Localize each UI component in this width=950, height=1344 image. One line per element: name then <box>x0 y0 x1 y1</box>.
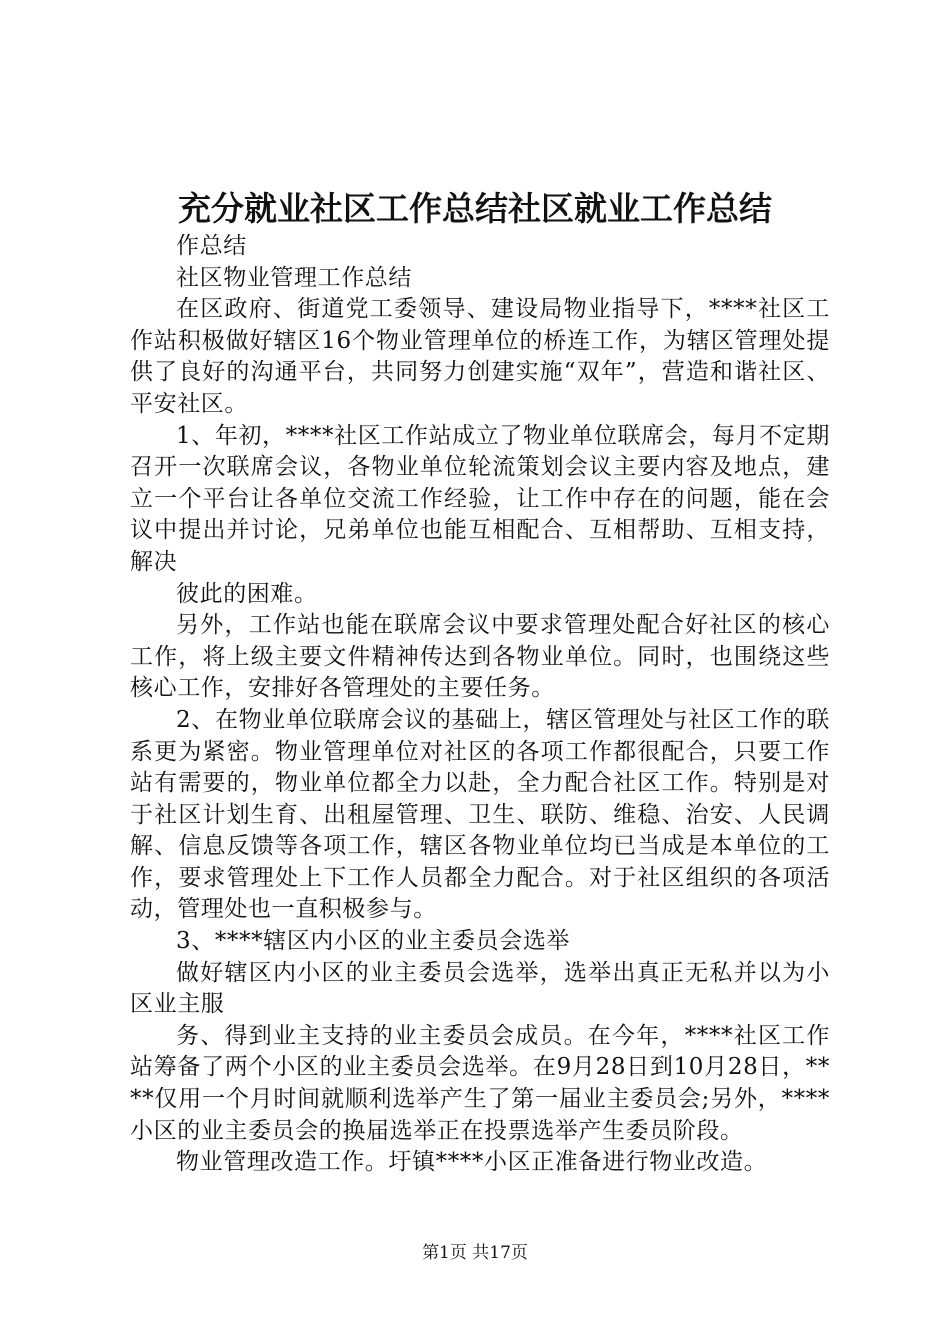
paragraph: 在区政府、街道党工委领导、建设局物业指导下，****社区工作站积极做好辖区16个物业管理单位的桥连工作，为辖区管理处提供了良好的沟通平台，共同努力创建实施“双年”，营造和谐社区、平安社区。 <box>130 296 830 417</box>
paragraph: 另外，工作站也能在联席会议中要求管理处配合好社区的核心工作，将上级主要文件精神传达到各物业单位。同时，也围绕这些核心工作，安排好各管理处的主要任务。 <box>130 612 830 702</box>
paragraph: 1、年初，****社区工作站成立了物业单位联席会，每月不定期召开一次联席会议，各物业单位轮流策划会议主要内容及地点，建立一个平台让各单位交流工作经验，让工作中存在的问题，能在会议中提出并讨论，兄弟单位也能互相配合、互相帮助、互相支持，解决 <box>130 422 830 575</box>
paragraph: 社区物业管理工作总结 <box>176 264 412 291</box>
paragraph: 做好辖区内小区的业主委员会选举，选举出真正无私并以为小区业主服 <box>130 959 830 1018</box>
paragraph: 作总结 <box>176 233 247 259</box>
paragraph: 务、得到业主支持的业主委员会成员。在今年，****社区工作站筹备了两个小区的业主委员会选举。在9月28日到10月28日，****仅用一个月时间就顺利选举产生了第一届业主委员会;另外，****小区的业主委员会的换届选举正在投票选举产生委员阶段。 <box>130 1022 830 1144</box>
paragraph: 物业管理改造工作。圩镇****小区正准备进行物业改造。 <box>176 1149 768 1176</box>
paragraph: 2、在物业单位联席会议的基础上，辖区管理处与社区工作的联系更为紧密。物业管理单位对社区的各项工作都很配合，只要工作站有需要的，物业单位都全力以赴，全力配合社区工作。特别是对于社区计划生育、出租屋管理、卫生、联防、维稳、治安、人民调解、信息反馈等各项工作，辖区各物业单位均已当成是本单位的工作，要求管理处上下工作人员都全力配合。对于社区组织的各项活动，管理处也一直积极参与。 <box>130 706 830 923</box>
page-number-footer: 第1页 共17页 <box>422 1243 528 1263</box>
paragraph: 彼此的困难。 <box>176 580 318 607</box>
document-title: 充分就业社区工作总结社区就业工作总结 <box>178 189 772 228</box>
paragraph: 3、****辖区内小区的业主委员会选举 <box>176 928 571 955</box>
document-body <box>130 231 830 1179</box>
